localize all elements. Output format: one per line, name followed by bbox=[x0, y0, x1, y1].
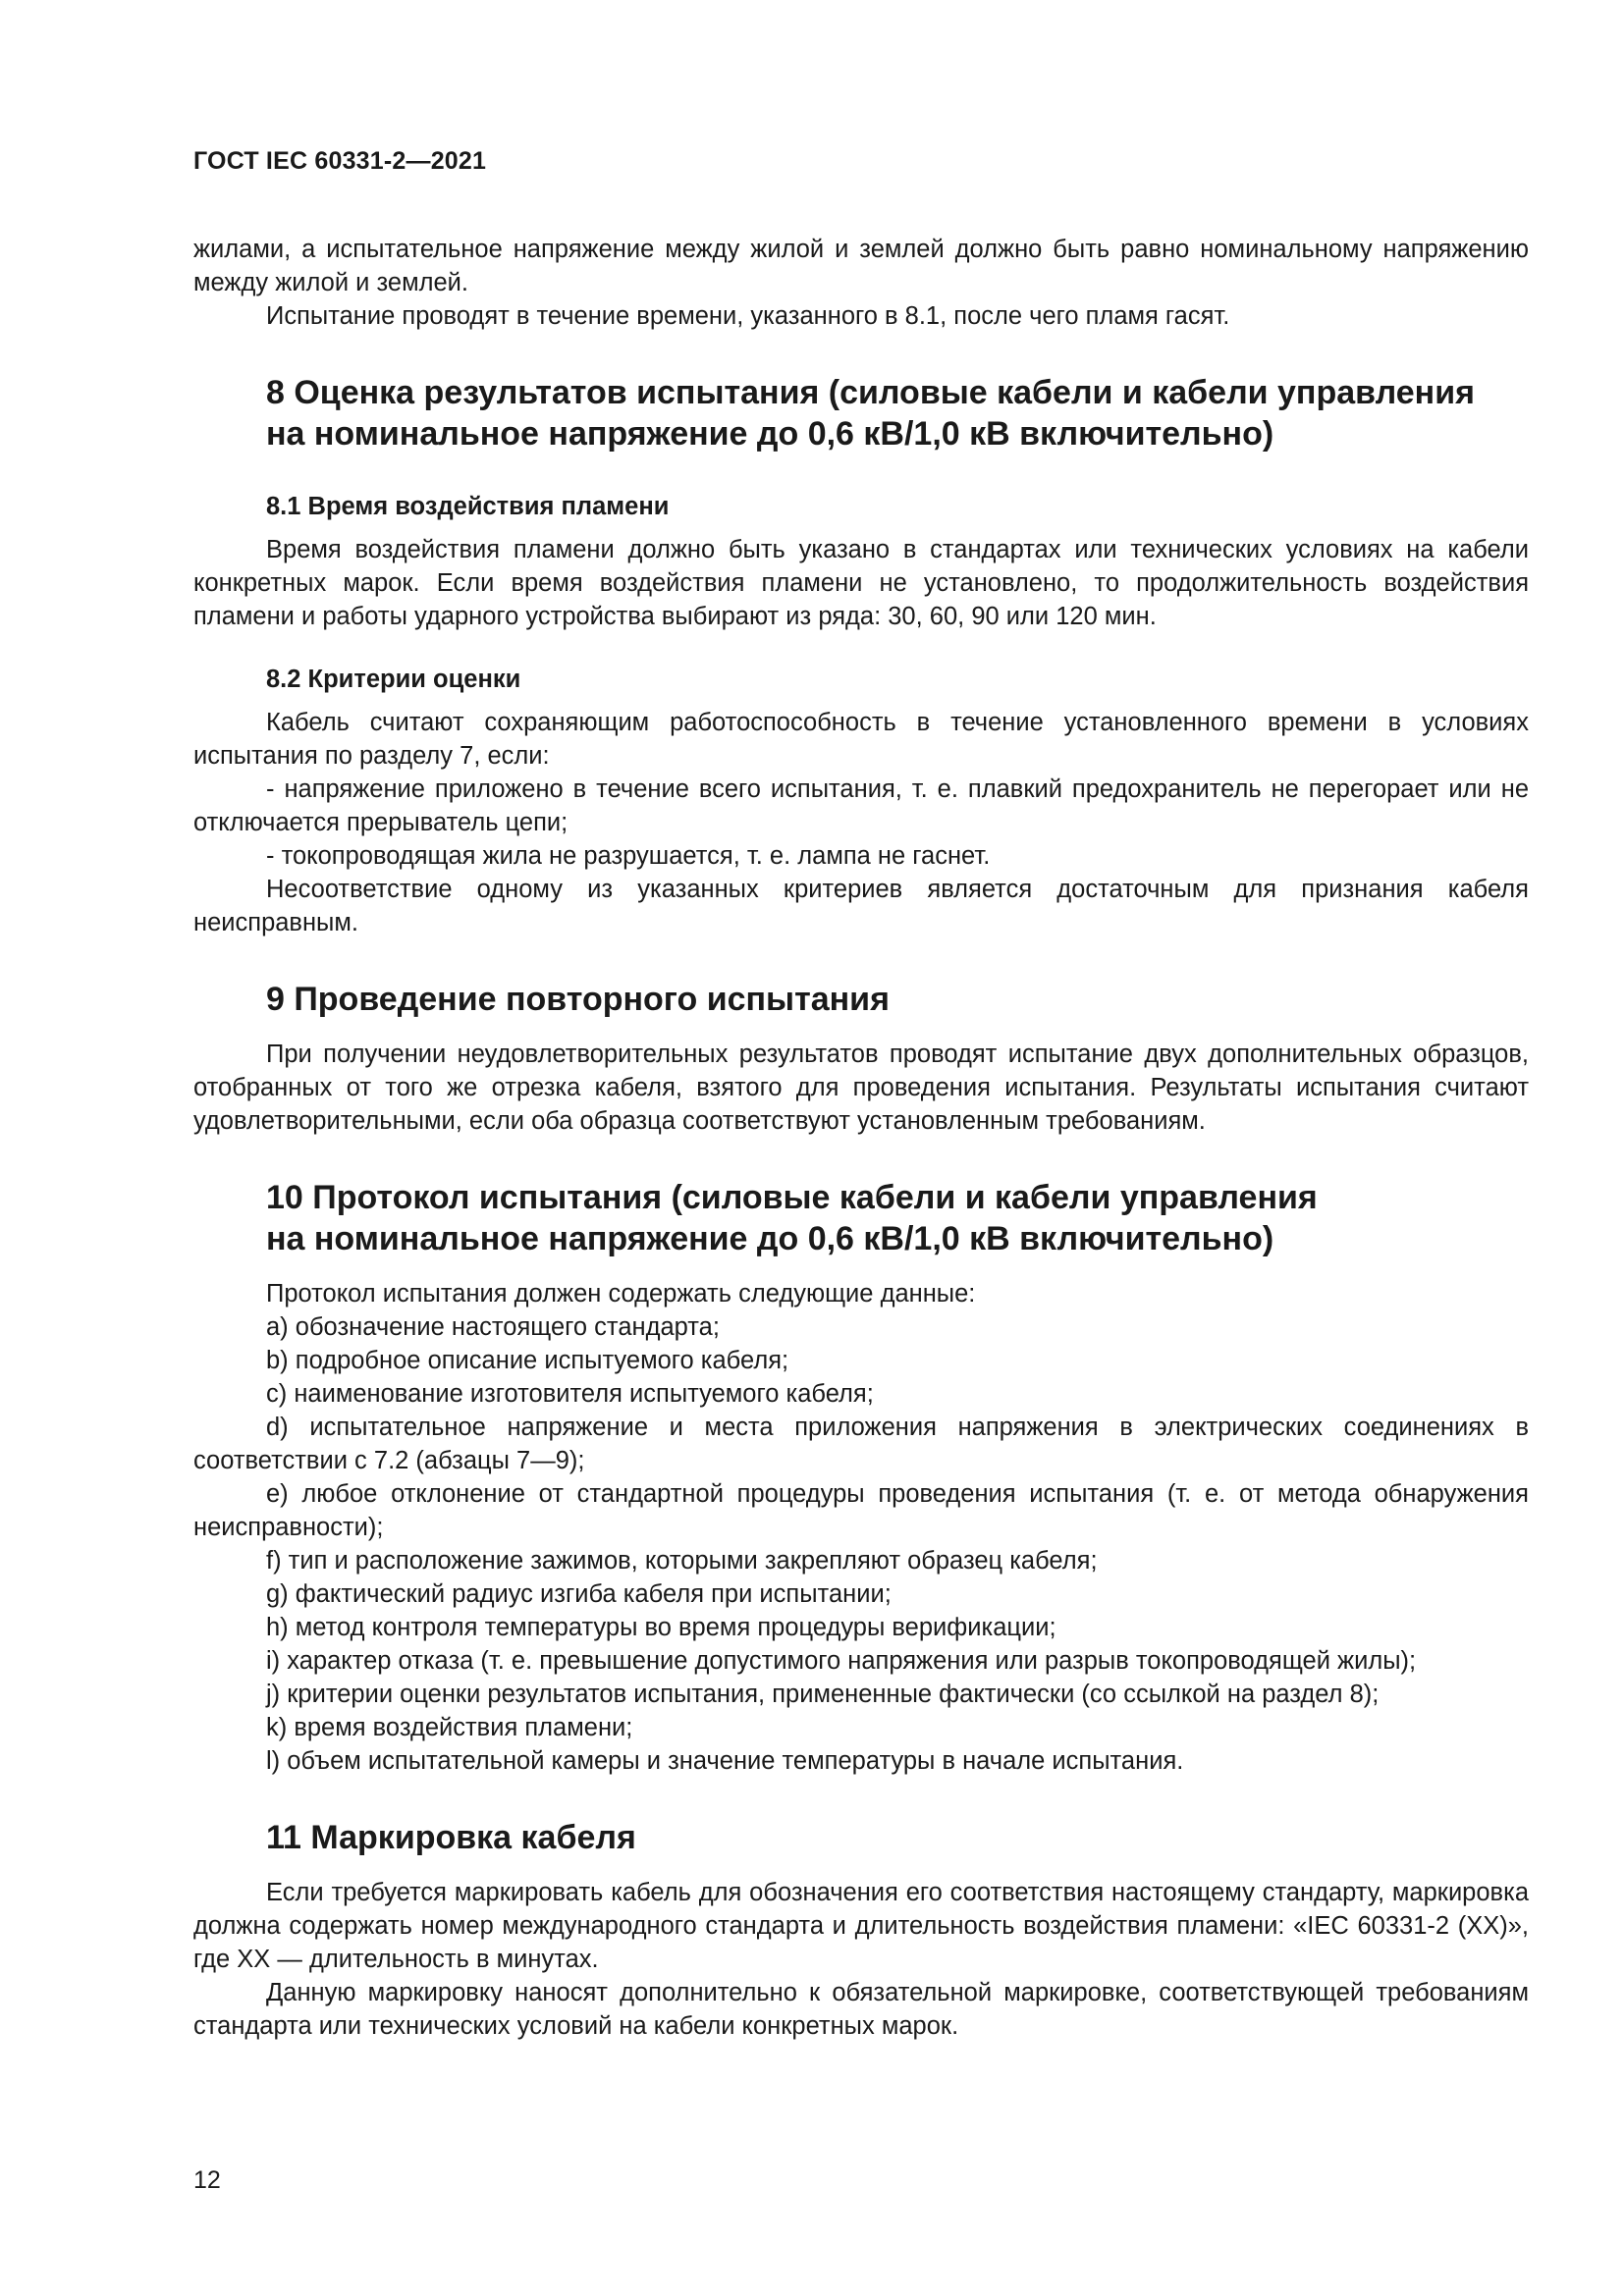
section-10-item-f: f) тип и расположение зажимов, которыми закрепляют образец кабеля; bbox=[266, 1547, 1098, 1575]
section-8-2-paragraph-2: Несоответствие одному из указанных критериев является достаточным для признания кабеля неисправным. bbox=[193, 876, 1529, 936]
section-8-2-paragraph-1: Кабель считают сохраняющим работоспособность в течение установленного времени в условиях испытания по разделу 7, если: bbox=[193, 709, 1529, 770]
section-11-title bbox=[193, 1817, 1529, 1858]
intro-paragraph-2: Испытание проводят в течение времени, указанного в 8.1, после чего пламя гасят. bbox=[266, 302, 1230, 330]
section-8-1-paragraph: Время воздействия пламени должно быть указано в стандартах или технических условиях на кабели конкретных марок. Если время воздействия пламени не установлено, то продолжительность воздействия пламени и работы ударного устройства выбирают из ряда: 30, 60, 90 или 120 мин. bbox=[193, 536, 1529, 630]
section-10-item-k: k) время воздействия пламени; bbox=[266, 1714, 633, 1741]
section-10-item-a: a) обозначение настоящего стандарта; bbox=[266, 1313, 720, 1341]
section-10-title-line-2: на номинальное напряжение до 0,6 кВ/1,0 кВ включительно) bbox=[266, 1220, 1274, 1257]
page-number: 12 bbox=[193, 2166, 221, 2194]
section-11-paragraph-1: Если требуется маркировать кабель для обозначения его соответствия настоящему стандарту, маркировка должна содержать номер международного стандарта и длительность воздействия пламени: «IEC 60331-2 (XX)», где XX — длительность в минутах. bbox=[193, 1879, 1529, 1973]
section-8-title-line-1: 8 Оценка результатов испытания (силовые кабели и кабели управления bbox=[266, 374, 1475, 411]
section-10-item-j: j) критерии оценки результатов испытания, примененные фактически (со ссылкой на раздел 8); bbox=[266, 1681, 1380, 1708]
section-8-2-title: 8.2 Критерии оценки bbox=[266, 666, 521, 693]
section-11-title-line: 11 Маркировка кабеля bbox=[266, 1819, 636, 1856]
section-9-paragraph: При получении неудовлетворительных результатов проводят испытание двух дополнительных образцов, отобранных от того же отрезка кабеля, взятого для проведения испытания. Результаты испытания считают удовлетворительными, если оба образца соответствуют установленным требованиям. bbox=[193, 1041, 1529, 1135]
section-10-item-l: l) объем испытательной камеры и значение температуры в начале испытания. bbox=[266, 1747, 1184, 1775]
section-10-title-line-1: 10 Протокол испытания (силовые кабели и кабели управления bbox=[266, 1179, 1318, 1216]
section-10-item-d: d) испытательное напряжение и места приложения напряжения в электрических соединениях в соответствии с 7.2 (абзацы 7—9); bbox=[193, 1414, 1529, 1474]
section-10-title bbox=[193, 1177, 1529, 1259]
section-8-title bbox=[193, 372, 1529, 454]
section-11-paragraph-2: Данную маркировку наносят дополнительно к обязательной маркировке, соответствующей требованиям стандарта или технических условий на кабели конкретных марок. bbox=[193, 1979, 1529, 2040]
document-header: ГОСТ IEC 60331-2—2021 bbox=[193, 147, 487, 175]
intro-paragraph-1: жилами, а испытательное напряжение между жилой и землей должно быть равно номинальному напряжению между жилой и землей. bbox=[193, 236, 1529, 296]
section-8-2-bullet-1: - напряжение приложено в течение всего испытания, т. е. плавкий предохранитель не перегорает или не отключается прерыватель цепи; bbox=[193, 775, 1529, 836]
section-10-intro: Протокол испытания должен содержать следующие данные: bbox=[266, 1280, 976, 1308]
document-page bbox=[193, 147, 1529, 2043]
section-8-2-bullet-2: - токопроводящая жила не разрушается, т. е. лампа не гаснет. bbox=[266, 842, 991, 870]
section-10-item-g: g) фактический радиус изгиба кабеля при испытании; bbox=[266, 1580, 892, 1608]
section-10-item-i: i) характер отказа (т. е. превышение допустимого напряжения или разрыв токопроводящей жилы); bbox=[266, 1647, 1417, 1675]
section-8-1-title: 8.1 Время воздействия пламени bbox=[266, 493, 670, 520]
section-10-item-b: b) подробное описание испытуемого кабеля; bbox=[266, 1347, 789, 1374]
section-9-title-line: 9 Проведение повторного испытания bbox=[266, 981, 890, 1018]
section-10-item-c: c) наименование изготовителя испытуемого кабеля; bbox=[266, 1380, 874, 1408]
section-9-title bbox=[193, 979, 1529, 1020]
section-8-title-line-2: на номинальное напряжение до 0,6 кВ/1,0 кВ включительно) bbox=[266, 415, 1274, 453]
section-10-item-e: e) любое отклонение от стандартной процедуры проведения испытания (т. е. от метода обнаружения неисправности); bbox=[193, 1480, 1529, 1541]
section-10-item-h: h) метод контроля температуры во время процедуры верификации; bbox=[266, 1614, 1056, 1641]
